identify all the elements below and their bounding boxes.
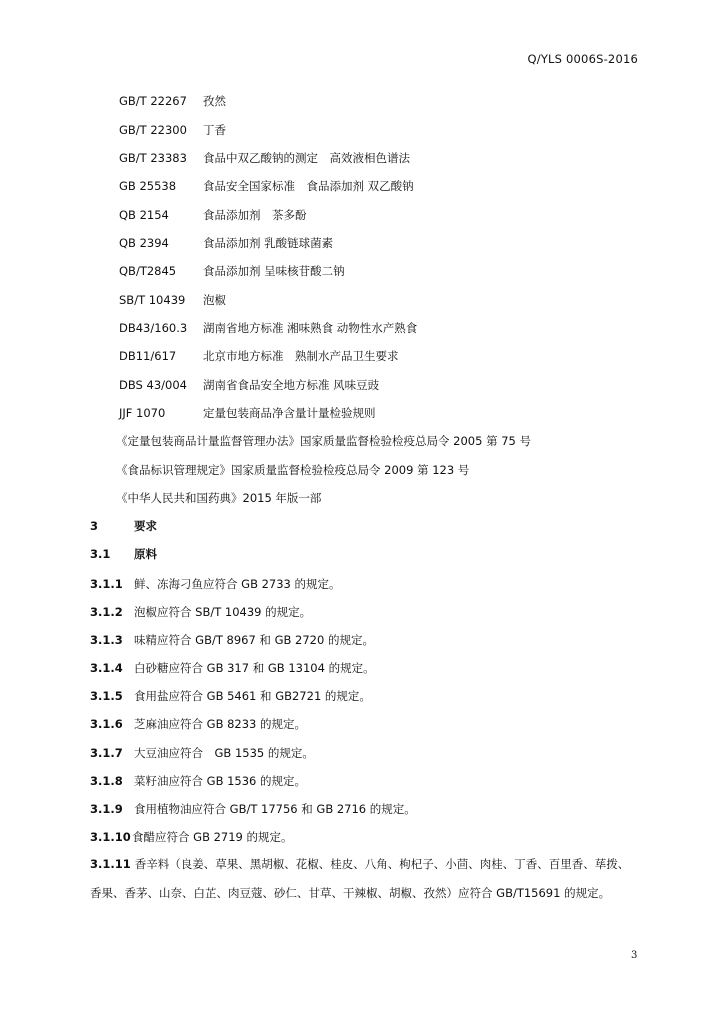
item-number: 3.1.2 xyxy=(90,605,123,619)
requirement-item xyxy=(90,716,306,732)
item-number: 3.1.7 xyxy=(90,746,123,760)
reference-title: 丁香 xyxy=(203,123,226,137)
item-text: 食醋应符合 GB 2719 的规定。 xyxy=(132,830,293,844)
requirement-item xyxy=(90,632,374,648)
item-text: 菜籽油应符合 GB 1536 的规定。 xyxy=(134,774,307,788)
reference-item xyxy=(119,235,333,251)
reference-item xyxy=(119,320,417,336)
reference-code: SB/T 10439 xyxy=(119,293,186,307)
item-text: 食用植物油应符合 GB/T 17756 和 GB 2716 的规定。 xyxy=(134,802,416,816)
reference-item xyxy=(119,348,399,364)
regulation-item: 《食品标识管理规定》国家质量监督检验检疫总局令 2009 第 123 号 xyxy=(116,463,470,477)
section-number: 3 xyxy=(90,519,99,533)
item-number: 3.1.5 xyxy=(90,689,123,703)
item-number: 3.1.10 xyxy=(90,830,131,844)
reference-item xyxy=(119,263,345,279)
item-text: 大豆油应符合 GB 1535 的规定。 xyxy=(134,746,314,760)
reference-item xyxy=(119,377,379,393)
item-text: 味精应符合 GB/T 8967 和 GB 2720 的规定。 xyxy=(134,633,374,647)
reference-title: 食品添加剂 呈味核苷酸二钠 xyxy=(203,264,345,278)
reference-code: DB43/160.3 xyxy=(119,321,188,335)
reference-item xyxy=(119,207,307,223)
document-code: Q/YLS 0006S-2016 xyxy=(527,52,638,66)
requirement-item xyxy=(90,604,311,620)
reference-item xyxy=(119,93,226,109)
page-number: 3 xyxy=(631,950,638,961)
section-number: 3.1 xyxy=(90,547,111,561)
reference-title: 食品安全国家标准 食品添加剂 双乙酸钠 xyxy=(203,179,414,193)
reference-code: GB/T 22300 xyxy=(119,123,187,137)
item-number: 3.1.8 xyxy=(90,774,123,788)
reference-code: QB/T2845 xyxy=(119,264,177,278)
item-number: 3.1.9 xyxy=(90,802,123,816)
item-text: 芝麻油应符合 GB 8233 的规定。 xyxy=(134,717,307,731)
reference-code: JJF 1070 xyxy=(119,406,166,420)
reference-title: 食品中双乙酸钠的测定 高效液相色谱法 xyxy=(203,151,410,165)
item-number: 3.1.11 xyxy=(90,857,131,871)
item-number: 3.1.4 xyxy=(90,661,123,675)
reference-item xyxy=(119,150,410,166)
requirement-item xyxy=(90,801,416,817)
item-text: 泡椒应符合 SB/T 10439 的规定。 xyxy=(134,605,312,619)
reference-item xyxy=(119,405,376,421)
requirement-item-spices xyxy=(90,850,636,908)
reference-title: 孜然 xyxy=(203,94,226,108)
item-number: 3.1.3 xyxy=(90,633,123,647)
reference-title: 食品添加剂 茶多酚 xyxy=(203,208,307,222)
reference-item xyxy=(119,292,226,308)
requirement-item xyxy=(90,829,293,845)
reference-code: QB 2394 xyxy=(119,236,169,250)
reference-code: DB11/617 xyxy=(119,349,177,363)
reference-title: 湖南省食品安全地方标准 风味豆豉 xyxy=(203,378,380,392)
item-text: 香辛料（良姜、草果、黑胡椒、花椒、桂皮、八角、枸杞子、小茴、肉桂、丁香、百里香、荜拨、香果、香茅、山奈、白芷、肉豆蔻、砂仁、甘草、干辣椒、胡椒、孜然）应符合 GB/T15691 的规定。 xyxy=(90,857,630,900)
item-number: 3.1.6 xyxy=(90,717,123,731)
requirement-item xyxy=(90,688,371,704)
section-title: 要求 xyxy=(134,519,157,533)
reference-code: DBS 43/004 xyxy=(119,378,187,392)
reference-title: 湖南省地方标准 湘味熟食 动物性水产熟食 xyxy=(203,321,418,335)
item-text: 食用盐应符合 GB 5461 和 GB2721 的规定。 xyxy=(134,689,371,703)
section-heading-3-1 xyxy=(90,546,157,562)
requirement-item xyxy=(90,576,341,592)
reference-item xyxy=(119,178,414,194)
reference-code: QB 2154 xyxy=(119,208,169,222)
regulation-item: 《中华人民共和国药典》2015 年版一部 xyxy=(116,491,322,505)
item-text: 鲜、冻海刁鱼应符合 GB 2733 的规定。 xyxy=(134,577,341,591)
reference-title: 定量包装商品净含量计量检验规则 xyxy=(203,406,376,420)
regulation-item: 《定量包装商品计量监督管理办法》国家质量监督检验检疫总局令 2005 第 75 号 xyxy=(116,434,532,448)
section-title: 原料 xyxy=(134,547,157,561)
requirement-item xyxy=(90,773,306,789)
reference-title: 北京市地方标准 熟制水产品卫生要求 xyxy=(203,349,399,363)
reference-code: GB/T 22267 xyxy=(119,94,187,108)
section-heading-3 xyxy=(90,518,157,534)
item-text: 白砂糖应符合 GB 317 和 GB 13104 的规定。 xyxy=(134,661,375,675)
reference-item xyxy=(119,122,226,138)
item-number: 3.1.1 xyxy=(90,577,123,591)
reference-code: GB/T 23383 xyxy=(119,151,187,165)
requirement-item xyxy=(90,660,375,676)
reference-title: 泡椒 xyxy=(203,293,226,307)
requirement-item xyxy=(90,745,314,761)
reference-code: GB 25538 xyxy=(119,179,177,193)
reference-title: 食品添加剂 乳酸链球菌素 xyxy=(203,236,334,250)
